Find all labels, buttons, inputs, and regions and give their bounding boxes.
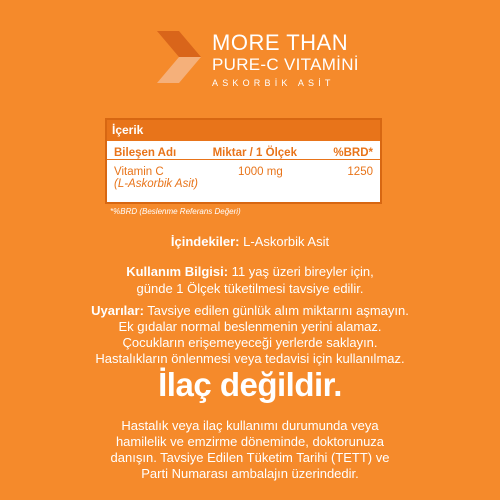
- component-cell: [114, 166, 238, 190]
- advice-line-4: Parti Numarası ambalajın üzerindedir.: [141, 466, 359, 481]
- warnings-line-4: Hastalıkların önlenmesi veya tedavisi için kullanılmaz.: [95, 351, 405, 366]
- warnings-line-1: [0, 303, 500, 319]
- warnings-line-1-text: Tavsiye edilen günlük alım miktarını aşmayın.: [143, 303, 409, 318]
- chevron-arrow-icon: [157, 31, 201, 83]
- usage-label: Kullanım Bilgisi:: [126, 264, 229, 279]
- ingredients-label: İçindekiler:: [170, 234, 240, 249]
- amount-cell: 1000 mg: [238, 166, 283, 178]
- content-table: [105, 118, 382, 204]
- header-amount: Miktar / 1 Ölçek: [212, 147, 297, 159]
- usage-line-1: [0, 263, 500, 280]
- not-drug-heading: İlaç değildir.: [158, 366, 342, 403]
- content-table-header-row: [107, 141, 380, 160]
- warnings-line-3: Çocukların erişemeyeceği yerlerde saklayın.: [122, 335, 378, 350]
- advice-line-3: danışın. Tavsiye Edilen Tüketim Tarihi (TETT) ve: [110, 450, 390, 465]
- product-subtitle: ASKORBİK ASİT: [212, 78, 335, 88]
- advice-line-2: hamilelik ve emzirme döneminde, doktorunuza: [115, 434, 385, 449]
- brand-name: MORE THAN: [212, 30, 349, 55]
- usage-line-2: günde 1 Ölçek tüketilmesi tavsiye edilir.: [136, 281, 364, 296]
- header-component: Bileşen Adı: [114, 147, 177, 159]
- warnings-label: Uyarılar:: [91, 303, 144, 318]
- brd-footnote: *%BRD (Beslenme Referans Değeri): [110, 207, 241, 216]
- ingredients-text: [0, 234, 500, 249]
- advice-line-1: Hastalık veya ilaç kullanımı durumunda veya: [121, 418, 379, 433]
- brand-header: [157, 28, 457, 108]
- component-name: Vitamin C: [114, 166, 164, 178]
- table-row: [107, 160, 380, 190]
- warnings-text: [0, 303, 500, 367]
- warnings-line-2: Ek gıdalar normal beslenmenin yerini alamaz.: [118, 319, 382, 334]
- advice-text: [0, 418, 500, 482]
- ingredients-value: L-Askorbik Asit: [239, 234, 330, 249]
- brd-cell: 1250: [347, 166, 373, 178]
- product-name: PURE-C VITAMİNİ: [212, 55, 359, 74]
- usage-text: [0, 263, 500, 297]
- header-brd: %BRD*: [333, 147, 373, 159]
- component-subname: (L-Askorbik Asit): [114, 178, 198, 190]
- usage-line-1-text: 11 yaş üzeri bireyler için,: [228, 264, 374, 279]
- content-table-title: İçerik: [107, 120, 380, 141]
